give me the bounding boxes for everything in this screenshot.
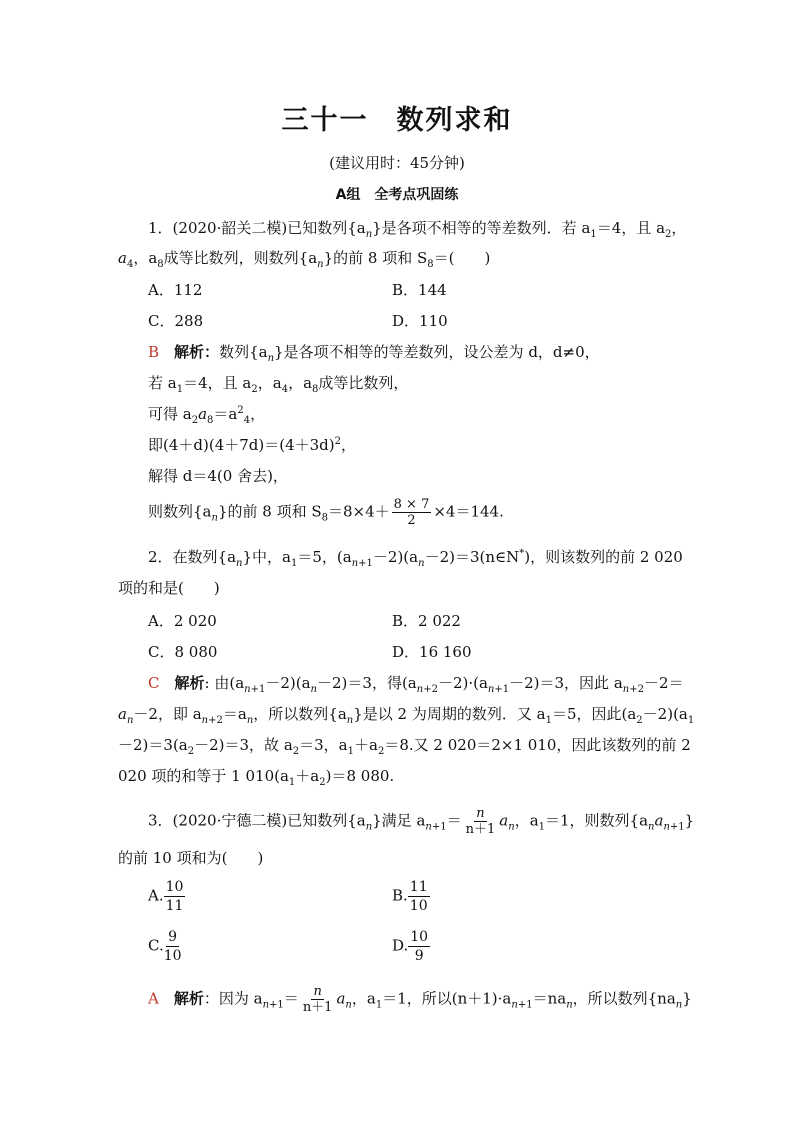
q2-solution-line2: $a_n-2$，即 $a_{n+2}=a_n$，所以数列$\{a_n\}$是以 2 为周期的数列．又 $a_1=5$，因此$(a_2-2)(a_1$	[118, 705, 695, 726]
q3-line1: 3．(2020·宁德二模)已知数列$\{a_n\}$满足 $a_{n+1}=$ $\frac{n}{n+1}$ $a_n$，$a_1=1$，则数列$\{a_na_{n+1}\}$	[148, 806, 695, 837]
q2-answer-letter: C	[148, 674, 160, 692]
q3-option-c: C. $\frac{9}{10}$	[148, 929, 182, 964]
q2-solution-line4: 020 项的和等于 1 $010(a_1+a_2)=8$ 080.	[118, 767, 395, 788]
q1-fraction: $\frac{8 \times 7}{2}$	[393, 497, 430, 528]
q1-line1: 1．(2020·韶关二模)已知数列$\{a_n\}$是各项不相等的等差数列．若 $a_1=4$，且 $a_2$，	[148, 219, 687, 240]
q3-answer-letter: A	[148, 989, 159, 1008]
group-heading: A组 全考点巩固练	[335, 187, 459, 203]
q1-solution-line2: 若 $a_1=4$，且 $a_2$，$a_4$，$a_8$成等比数列，	[148, 374, 409, 395]
q1-solution-label: 解析：	[174, 343, 220, 361]
q1-solution-line3: 可得 $a_2a_8=a^2_4$，	[148, 405, 266, 426]
q2-option-d: D．16 160	[392, 643, 472, 661]
q2-option-a: A．2 020	[148, 612, 217, 630]
q3-solution-fraction: $\frac{n}{n+1}$	[302, 984, 333, 1015]
page-title	[0, 98, 794, 137]
q2-solution-line3: $-2)=3(a_2-2)=3$，故 $a_2=3$，$a_1+a_2=8$.又 2 020＝2×1 010，因此该数列的前 2	[118, 736, 691, 757]
q2-solution-label: 解析	[174, 674, 205, 692]
q1-option-c: C．288	[148, 312, 204, 330]
q2-option-b: B．2 022	[392, 612, 461, 630]
q1-solution-line4: 即$(4+d)(4+7d)=(4+3d)^2$，	[148, 436, 357, 454]
q1-solution-line6: 则数列$\{a_n\}$的前 8 项和 $S_8=8\times 4+$ $\frac{8 \times 7}{2}$ ×4＝144.	[148, 497, 504, 528]
q3-line2: 的前 10 项和为( )	[118, 849, 264, 867]
q1-option-b: B．144	[392, 281, 447, 299]
q1-solution-line5: 解得 d＝4(0 舍去)，	[148, 467, 288, 485]
q3-solution-line1: A 解析：因为 $a_{n+1}=$ $\frac{n}{n+1}$ $a_n$，$a_1=1$，所以$(n+1)\cdot a_{n+1}=na_n$，所以数列$\{na_n\}$	[148, 984, 692, 1015]
time-note: (建议用时：45分钟)	[329, 154, 465, 172]
q3-fraction: $\frac{n}{n+1}$	[465, 806, 496, 837]
q1-solution-line1: B 解析：数列$\{a_n\}$是各项不相等的等差数列，设公差为 d，d≠0，	[148, 343, 600, 364]
q1-option-a: A．112	[148, 281, 203, 299]
q1-answer-letter: B	[148, 343, 160, 361]
title-text: 数列求和	[396, 105, 513, 136]
q2-line1: 2．在数列$\{a_n\}$中，$a_1=5$，$(a_{n+1}-2)(a_n-2)=3(n\in N^*)$，则该数列的前 2 020	[148, 548, 683, 569]
q2-solution-line1: C 解析: 由$(a_{n+1}-2)(a_n-2)=3$，得$(a_{n+2}-2)\cdot(a_{n+1}-2)=3$，因此 $a_{n+2}-2=$	[148, 674, 684, 695]
q3-solution-label: 解析	[173, 989, 204, 1008]
q1-option-d: D．110	[392, 312, 448, 330]
title-number: 三十一	[281, 105, 369, 136]
q3-option-b: B. $\frac{11}{10}$	[392, 879, 428, 914]
q3-option-a: A. $\frac{10}{11}$	[148, 879, 184, 914]
q1-line2: $a_4$，$a_8$成等比数列，则数列$\{a_n\}$的前 8 项和 $S_8=$( )	[118, 249, 491, 270]
q2-option-c: C．8 080	[148, 643, 218, 661]
q2-line2: 项的和是( )	[118, 579, 220, 597]
q3-option-d: D. $\frac{10}{9}$	[392, 929, 429, 964]
